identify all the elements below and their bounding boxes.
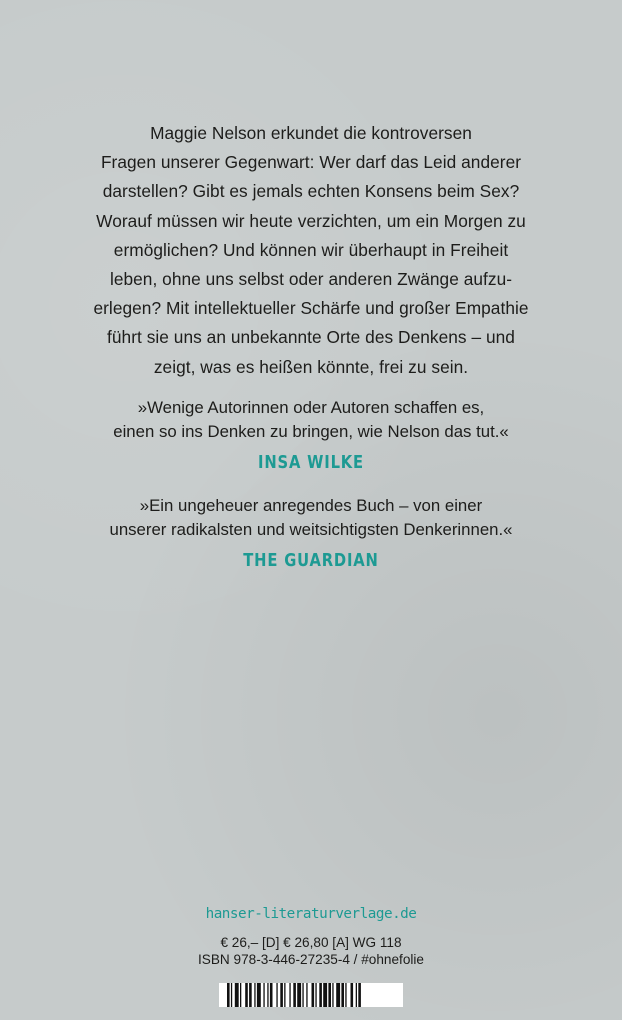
- blurb-line: Maggie Nelson erkundet die kontroversen: [150, 123, 472, 143]
- blurb-line: führt sie uns an unbekannte Orte des Denkens – und: [107, 327, 515, 348]
- quote-line: »Wenige Autorinnen oder Autoren schaffen es,: [137, 398, 485, 417]
- blurb-line: darstellen? Gibt es jemals echten Konsens beim Sex?: [102, 181, 520, 202]
- quote-source: THE GUARDIAN: [243, 550, 379, 571]
- price-line: € 26,– [D] € 26,80 [A] WG 118: [220, 935, 402, 950]
- blurb-line: Fragen unserer Gegenwart: Wer darf das Leid anderer: [100, 152, 522, 173]
- blurb-line: Worauf müssen wir heute verzichten, um ein Morgen zu: [96, 210, 526, 231]
- quote-source: INSA WILKE: [258, 452, 364, 473]
- quote-line: einen so ins Denken zu bringen, wie Nelson das tut.«: [113, 422, 509, 441]
- review-quote-guardian: [0, 494, 622, 574]
- blurb-line: ermöglichen? Und können wir überhaupt in Freiheit: [113, 239, 509, 260]
- back-cover-blurb: [0, 119, 622, 382]
- review-quote-wilke: [0, 396, 622, 476]
- blurb-line: zeigt, was es heißen könnte, frei zu sein.: [153, 356, 469, 377]
- quote-line: unserer radikalsten und weitsichtigsten Denkerinnen.«: [109, 520, 513, 539]
- publisher-url[interactable]: hanser-literaturverlage.de: [205, 906, 417, 922]
- barcode-icon: [219, 983, 403, 1007]
- blurb-line: erlegen? Mit intellektueller Schärfe und großer Empathie: [93, 298, 529, 319]
- blurb-line: leben, ohne uns selbst oder anderen Zwänge aufzu-: [109, 269, 513, 290]
- quote-line: »Ein ungeheuer anregendes Buch – von einer: [139, 496, 483, 515]
- isbn-line: ISBN 978-3-446-27235-4 / #ohnefolie: [198, 952, 424, 967]
